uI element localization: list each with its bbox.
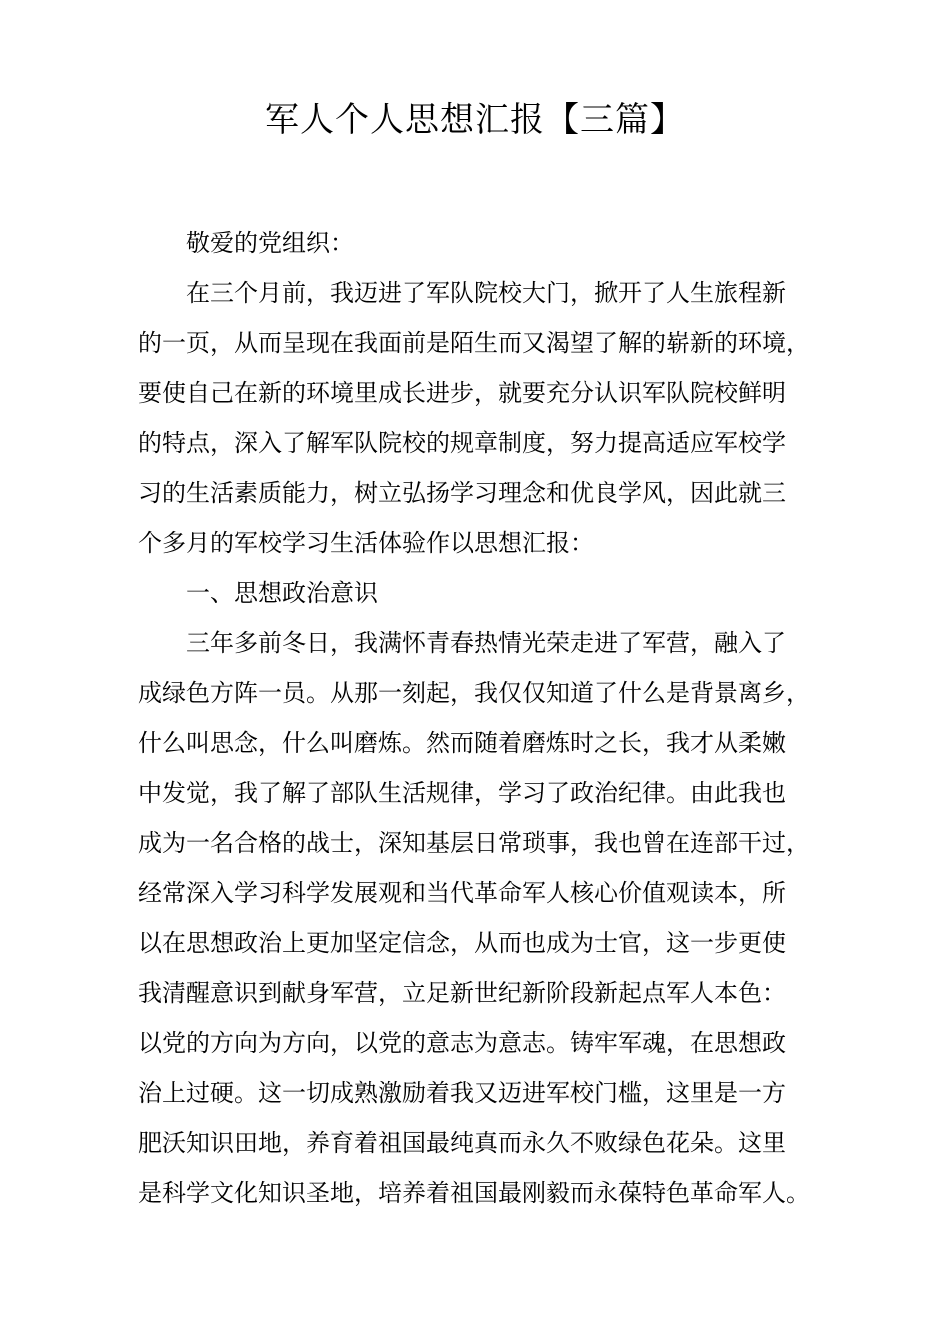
text-line: 的一页，从而呈现在我面前是陌生而又渴望了解的崭新的环境， [138,329,810,357]
text-line: 以党的方向为方向，以党的意志为意志。铸牢军魂，在思想政 [138,1029,786,1057]
text-line: 三年多前冬日，我满怀青春热情光荣走进了军营，融入了 [186,629,786,657]
text-line: 我清醒意识到献身军营，立足新世纪新阶段新起点军人本色： [138,979,786,1007]
text-line: 要使自己在新的环境里成长进步，就要充分认识军队院校鲜明 [138,379,786,407]
text-line: 个多月的军校学习生活体验作以思想汇报： [138,529,594,557]
text-line: 的特点，深入了解军队院校的规章制度，努力提高适应军校学 [138,429,786,457]
text-line: 习的生活素质能力，树立弘扬学习理念和优良学风，因此就三 [138,479,786,507]
text-line: 治上过硬。这一切成熟激励着我又迈进军校门槛，这里是一方 [138,1079,786,1107]
text-line: 以在思想政治上更加坚定信念，从而也成为士官，这一步更使 [138,929,786,957]
text-line: 成绿色方阵一员。从那一刻起，我仅仅知道了什么是背景离乡， [138,679,810,707]
text-line: 经常深入学习科学发展观和当代革命军人核心价值观读本，所 [138,879,786,907]
text-line: 什么叫思念，什么叫磨炼。然而随着磨炼时之长，我才从柔嫩 [138,729,786,757]
text-line: 中发觉，我了解了部队生活规律，学习了政治纪律。由此我也 [138,779,786,807]
text-line: 一、思想政治意识 [186,579,378,607]
text-line: 是科学文化知识圣地，培养着祖国最刚毅而永葆特色革命军人。 [138,1179,810,1207]
text-line: 敬爱的党组织： [186,229,354,257]
text-line: 肥沃知识田地，养育着祖国最纯真而永久不败绿色花朵。这里 [138,1129,786,1157]
text-line: 成为一名合格的战士，深知基层日常琐事，我也曾在连部干过， [138,829,810,857]
text-line: 在三个月前，我迈进了军队院校大门，掀开了人生旅程新 [186,279,786,307]
document-body [138,218,850,1218]
document-title: 军人个人思想汇报【三篇】 [265,100,685,140]
